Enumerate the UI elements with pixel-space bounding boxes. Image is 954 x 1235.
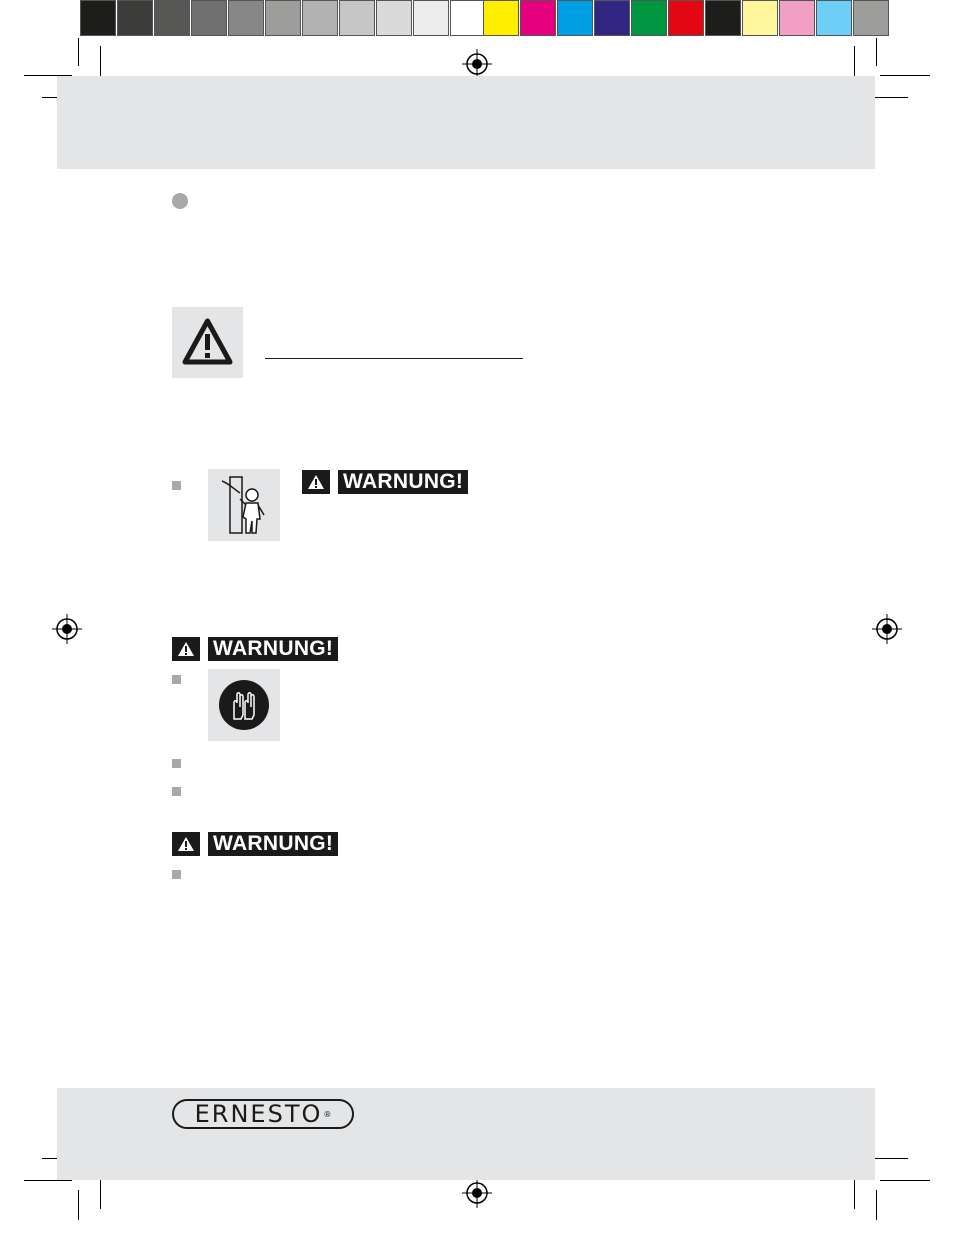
crop-mark [870,1158,908,1159]
crop-mark [876,38,877,66]
gray-swatch [376,0,412,36]
registration-mark-icon [462,49,492,79]
gray-swatch [302,0,338,36]
warning-text: WARNUNG! [208,832,338,856]
grayscale-calibration-bar [80,0,487,38]
color-calibration-bar [483,0,890,38]
section-marker [172,193,188,209]
crop-mark [854,46,855,80]
warning-triangle-icon [172,637,200,661]
gray-swatch [265,0,301,36]
list-bullet [172,787,181,796]
color-swatch [742,0,778,36]
gray-swatch [154,0,190,36]
header-band [57,76,875,169]
color-swatch [483,0,519,36]
child-safety-icon [208,469,280,541]
registration-mark-icon [462,1178,492,1208]
gray-swatch [80,0,116,36]
gray-swatch [339,0,375,36]
gray-swatch [117,0,153,36]
warning-triangle-icon [302,470,330,494]
crop-mark [24,1180,72,1181]
color-swatch [557,0,593,36]
list-bullet [172,481,181,490]
ernesto-logo [172,1099,354,1129]
warning-label [172,832,338,856]
crop-mark [100,1175,101,1209]
list-bullet [172,870,181,879]
registered-mark: ® [323,1109,332,1119]
crop-mark [100,46,101,80]
color-swatch [520,0,556,36]
child-icon-box [208,469,280,541]
registration-mark-icon [872,614,902,644]
color-swatch [631,0,667,36]
color-swatch [594,0,630,36]
list-bullet [172,759,181,768]
color-swatch [705,0,741,36]
crop-mark [880,75,930,76]
crop-mark [880,1180,930,1181]
crop-mark [876,1190,877,1220]
gray-swatch [191,0,227,36]
brand-name: ERNESTO [194,1100,323,1128]
warning-label [172,637,338,661]
color-swatch [853,0,889,36]
color-swatch [816,0,852,36]
color-swatch [668,0,704,36]
gloves-icon-box [208,669,280,741]
caution-icon-box [172,307,243,378]
heading-underline [265,358,523,359]
warning-text: WARNUNG! [208,637,338,661]
crop-mark [78,38,79,66]
warning-triangle-icon [172,832,200,856]
registration-mark-icon [52,614,82,644]
color-swatch [779,0,815,36]
crop-mark [78,1190,79,1220]
gray-swatch [413,0,449,36]
warning-text: WARNUNG! [338,470,468,494]
warning-triangle-icon [172,307,243,378]
gray-swatch [450,0,486,36]
protective-gloves-icon [208,669,280,741]
gray-swatch [228,0,264,36]
crop-mark [870,97,908,98]
list-bullet [172,675,181,684]
crop-mark [854,1175,855,1209]
warning-label [302,470,468,494]
